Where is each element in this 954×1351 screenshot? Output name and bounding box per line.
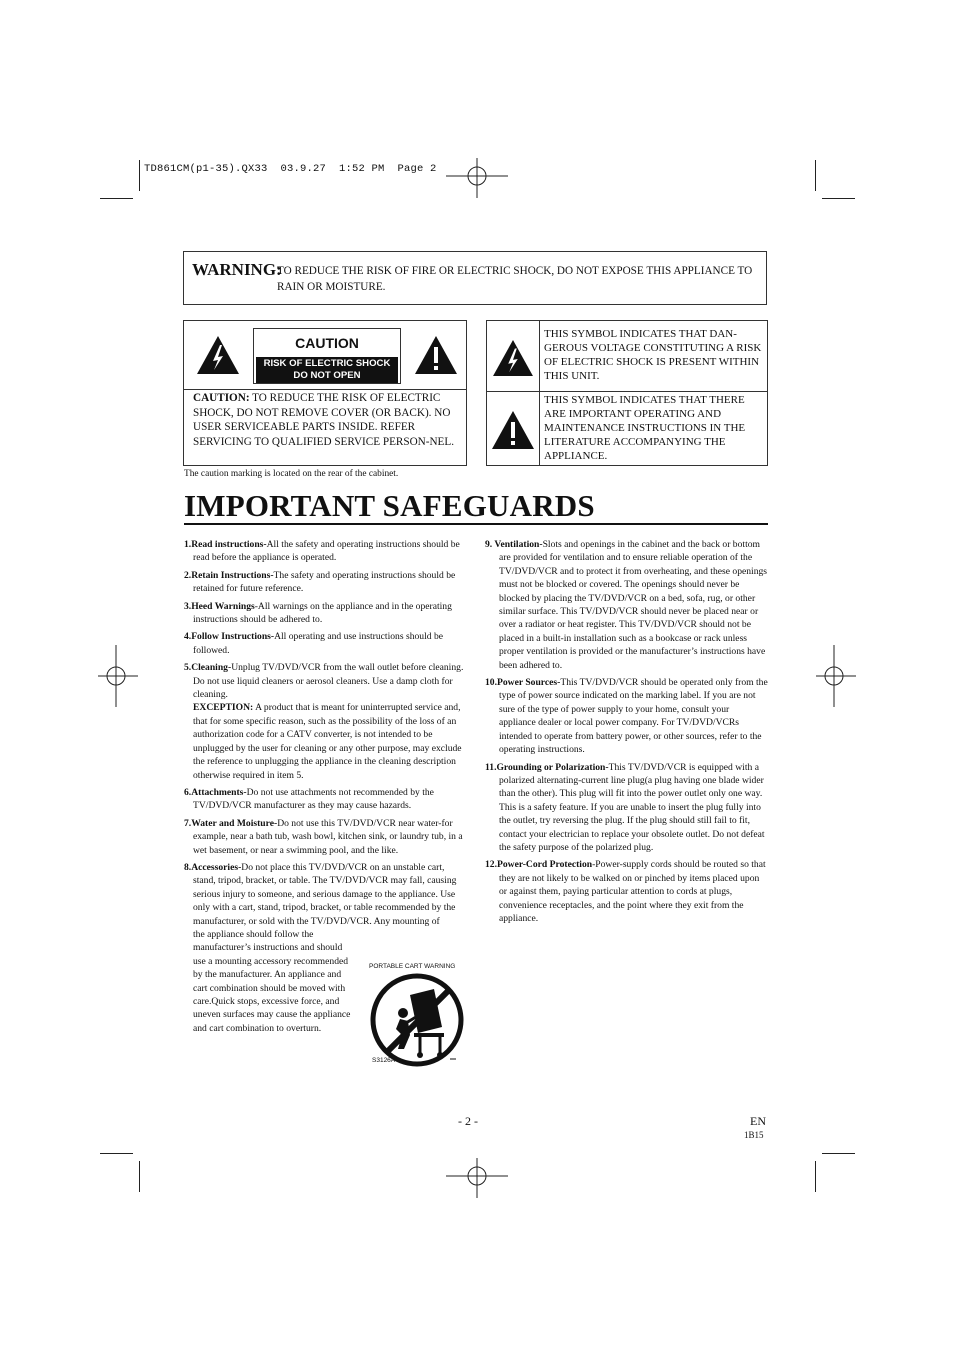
crop-mark [822,198,855,199]
crop-mark [139,1161,140,1192]
caution-text-label: CAUTION: [193,392,250,404]
language-code: EN [750,1114,766,1128]
symbol-box [486,320,768,466]
caution-text [193,391,463,449]
warning-box [183,251,767,305]
caution-note: The caution marking is located on the rear of the cabinet. [184,469,399,479]
crop-mark [815,160,816,191]
list-item: 10.Power Sources-This TV/DVD/VCR should be operated only from the type of power source indicated on the marking label. If you are not sure of the type of power supply to your home, consult your appliance dealer or local power company. For TV/DVD/VCRs intended to operate from battery power, or other sources, refer to the operating instructions. [485,677,768,756]
right-column [485,538,768,929]
lightning-triangle-icon [492,339,534,377]
warning-label: WARNING: [192,260,282,279]
list-item: 11.Grounding or Polarization-This TV/DVD/VCR is equipped with a polarized alternating-current line plug(a plug having one blade wider than the other). This plug will fit into the power outlet only one way. This is a safety feature. If you are unable to insert the plug fully into the outlet, try reversing the plug. If the plug should still fail to fit, contact your electrician to replace your obsolete outlet. Do not defeat the safety purpose of the polarized plug. [485,761,765,853]
lightning-symbol-text: THIS SYMBOL INDICATES THAT DAN-GEROUS VOLTAGE CONSTITUTING A RISK OF ELECTRIC SHOCK IS PRESENT WITHIN THIS UNIT. [544,328,762,382]
list-item: 6.Attachments-Do not use attachments not recommended by the TV/DVD/VCR manufacturer as they may cause hazards. [184,786,434,812]
caution-band-line: RISK OF ELECTRIC SHOCK [263,358,391,369]
list-item: 12.Power-Cord Protection-Power-supply cords should be routed so that they are not likely to be walked on or pinched by items placed upon or against them, paying particular attention to cords at plugs, convenience receptacles, and the point where they exit from the appliance. [485,859,766,924]
warning-text: TO REDUCE THE RISK OF FIRE OR ELECTRIC SHOCK, DO NOT EXPOSE THIS APPLIANCE TO RAIN OR MOISTURE. [277,265,753,293]
crop-mark [100,198,133,199]
list-item: 3.Heed Warnings-All warnings on the appliance and in the operating instructions should be adhered to. [184,600,452,626]
crop-mark [822,1153,855,1154]
crop-mark [139,160,140,191]
cart-tipover-icon [370,973,464,1067]
exclamation-triangle-icon [414,335,458,375]
list-item: 5.Cleaning-Unplug TV/DVD/VCR from the wall outlet before cleaning. Do not use liquid cleaners or aerosol cleaners. Use a damp cloth for cleaning. [184,662,464,701]
printer-slug: TD861CM(p1-35).QX33 03.9.27 1:52 PM Page 2 [144,163,437,175]
crop-mark [100,1153,133,1154]
list-item: 4.Follow Instructions-All operating and use instructions should be followed. [184,631,444,656]
cart-warning-code: S3126A [372,1057,396,1064]
list-item-continued: the appliance should follow the manufacturer’s instructions and should use a mounting accessory recommended by the manufacturer. An appliance and cart combination should be moved with care.Quick stops, excessive force, and uneven surfaces may cause the appliance and cart combination to overturn. [193,928,351,1034]
caution-box [183,320,467,466]
crop-mark [815,1161,816,1192]
list-item: 1.Read instructions-All the safety and operating instructions should be read before the appliance is operated. [184,539,460,564]
exclamation-triangle-icon [491,409,535,451]
divider [184,389,466,390]
registration-mark-icon [446,1158,508,1198]
divider [487,391,767,392]
page-title: IMPORTANT SAFEGUARDS [184,488,768,525]
list-item: 8.Accessories-Do not place this TV/DVD/VCR on an unstable cart, stand, tripod, bracket, or table. The TV/DVD/VCR may fall, causing serious injury to someone, and serious damage to the appliance. Use only with a cart, stand, tripod, bracket, or table recommended by the manufacturer, or sold with the TV/DVD/VCR. Any mounting of [184,861,457,927]
list-item: 9. Ventilation-Slots and openings in the cabinet and the back or bottom are provided for ventilation and to ensure reliable operation of the TV/DVD/VCR and to protect it from overheating, and these openings must not be blocked or covered. The openings should never be blocked by placing the TV/DVD/VCR on a bed, sofa, rug, or other similar surface. This TV/DVD/VCR should never be placed near or over a radiator or heat register. This TV/DVD/VCR should not be placed in a built-in installation such as a bookcase or rack unless proper ventilation is provided or the manufacturer’s instructions have been adhered to. [485,539,768,671]
registration-mark-icon [446,158,508,198]
page-number: - 2 - [458,1114,478,1128]
caution-band [256,357,398,383]
list-item-exception: EXCEPTION: A product that is meant for uninterrupted service and, that for some specific reason, such as the possibility of the loss of an authorization code for a CATV converter, is not intended to be unplugged by the user for cleaning or any other purpose, may exclude the reference to unplugging the appliance in the cleaning description otherwise required in item 5. [193,702,462,781]
cart-warning-label: PORTABLE CART WARNING [369,963,456,970]
list-item: 7.Water and Moisture-Do not use this TV/DVD/VCR near water-for example, near a bath tub, wash bowl, kitchen sink, or laundry tub, in a wet basement, or near a swimming pool, and the like. [184,817,463,856]
caution-text-body: TO REDUCE THE RISK OF ELECTRIC SHOCK, DO NOT REMOVE COVER (OR BACK). NO USER SERVICEABLE PARTS INSIDE. REFER SERVICING TO QUALIFIED SERVICE PERSON-NEL. [193,392,455,448]
registration-mark-icon [98,645,138,707]
document-code: 1B15 [744,1130,764,1140]
exclamation-symbol-text: THIS SYMBOL INDICATES THAT THERE ARE IMPORTANT OPERATING AND MAINTENANCE INSTRUCTIONS IN THE LITERATURE ACCOMPANYING THE APPLIANCE. [544,394,746,462]
caution-band-line: DO NOT OPEN [293,370,361,381]
list-item: 2.Retain Instructions-The safety and operating instructions should be retained for future reference. [184,569,456,595]
registration-mark-icon [816,645,856,707]
caution-label-panel [253,328,401,384]
caution-title: CAUTION [295,335,359,351]
lightning-triangle-icon [196,335,240,375]
divider [539,321,540,465]
